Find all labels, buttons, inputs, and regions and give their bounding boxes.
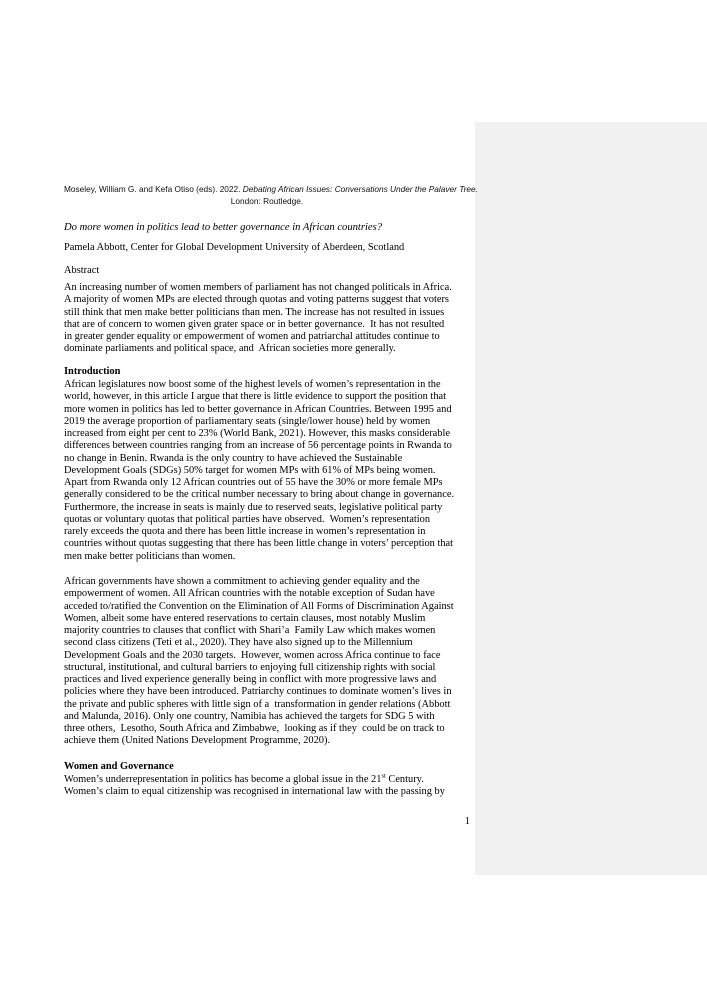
text-line: majority countries to clauses that conflict with Shari’a Family Law which makes women: [64, 625, 436, 636]
page-number: 1: [464, 816, 470, 827]
citation-line-1: [64, 183, 478, 195]
superscript-ordinal: st: [381, 772, 386, 780]
text-line: three others, Lesotho, South Africa and Zimbabwe, looking as if they could be on track to: [64, 723, 445, 734]
text-line: increased from eight per cent to 23% (World Bank, 2021). However, this masks considerable: [64, 428, 450, 439]
commitment-paragraph: [64, 576, 470, 748]
text-line: A majority of women MPs are elected through quotas and voting patterns suggest that voters: [64, 294, 449, 306]
text-line: still think that men make better politicians than men. The increase has not resulted in issues: [64, 306, 445, 318]
text-line: countries without quotas suggesting that there has been little change in voters’ perception that: [64, 538, 454, 550]
citation-book-title: Debating African Issues: Conversations Under the Palaver Tree.: [242, 184, 478, 194]
text-line: empowerment of women. All African countries with the notable exception of Sudan have: [64, 588, 435, 600]
text-line: Apart from Rwanda only 12 African countries out of 55 have the 30% or more female MPs: [64, 477, 443, 488]
text-line: African legislatures now boost some of the highest levels of women’s representation in the: [64, 379, 441, 390]
text-line: practices and lived experience generally being in conflict with more progressive laws and: [64, 674, 437, 685]
text-line: structural, institutional, and cultural barriers to enjoying full citizenship rights with social: [64, 661, 436, 673]
text-line: Women’s claim to equal citizenship was recognised in international law with the passing by: [64, 786, 445, 798]
text-line: 2019 the average proportion of parliamentary seats (single/lower house) held by women: [64, 415, 431, 427]
text-line: Furthermore, the increase in seats is mainly due to reserved seats, legislative political party: [64, 501, 443, 513]
header-citation: [64, 183, 478, 207]
text-line: achieve them (United Nations Development Programme, 2020).: [64, 735, 331, 747]
women-governance-heading: Women and Governance: [64, 761, 174, 772]
abstract-paragraph: [64, 282, 470, 356]
introduction-paragraph: [64, 379, 470, 563]
text-line: more women in politics has led to better governance in African Countries. Between 1995 and: [64, 403, 452, 415]
citation-authors: Moseley, William G. and Kefa Otiso (eds). 2022.: [64, 184, 243, 194]
article-title: Do more women in politics lead to better governance in African countries?: [64, 222, 383, 233]
text-line: men make better politicians than women.: [64, 550, 236, 562]
text-line: differences between countries ranging from an increase of 56 percentage points in Rwanda to: [64, 440, 452, 452]
abstract-heading: Abstract: [64, 265, 100, 276]
text-line: quotas or voluntary quotas that political parties have observed. Women’s representation: [64, 513, 431, 525]
text-line: policies where they have been introduced. Patriarchy continues to dominate women’s lives in: [64, 686, 452, 698]
text-line: and Malunda, 2016). Only one country, Namibia has achieved the targets for SDG 5 with: [64, 710, 435, 722]
text-line: Development Goals (SDGs) 50% target for women MPs with 61% of MPs being women.: [64, 464, 436, 476]
text-line: Women’s underrepresentation in politics has become a global issue in the 21st Century.: [64, 772, 424, 785]
text-line: African governments have shown a commitment to achieving gender equality and the: [64, 576, 420, 587]
author-affiliation: Pamela Abbott, Center for Global Development University of Aberdeen, Scotland: [64, 242, 405, 253]
text-line: world, however, in this article I argue that there is little evidence to support the position that: [64, 391, 447, 403]
text-line: Development Goals and the 2030 targets. However, women across Africa continue to face: [64, 649, 441, 661]
text-line: An increasing number of women members of parliament has not changed politicals in Africa.: [64, 282, 452, 293]
text-line: the private and public spheres with little sign of a transformation in gender relations (Abbott: [64, 698, 451, 710]
citation-line-2: London: Routledge.: [230, 196, 304, 206]
text-line: dominate parliaments and political space, and African societies more generally.: [64, 343, 396, 355]
text-line: Women, albeit some have entered reservations to certain clauses, most notably Muslim: [64, 612, 426, 624]
text-line: generally considered to be the critical number necessary to bring about change in governance.: [64, 489, 455, 501]
text-line: second class citizens (Teti et al., 2020). They have also signed up to the Millennium: [64, 637, 413, 649]
women-governance-paragraph: [64, 774, 470, 799]
text-line: that are of concern to women given grater space or in better governance. It has not resulted: [64, 318, 445, 330]
text-line: rarely exceeds the quota and there has been little increase in women’s representation in: [64, 526, 426, 537]
markup-gutter-panel: [475, 122, 707, 875]
introduction-heading: Introduction: [64, 366, 121, 377]
text-line: in greater gender equality or empowerment of women and patriarchal attitudes continue to: [64, 331, 440, 342]
text-line: no change in Benin. Rwanda is the only country to have achieved the Sustainable: [64, 452, 403, 464]
text-line: acceded to/ratified the Convention on the Elimination of All Forms of Discrimination Against: [64, 600, 454, 612]
